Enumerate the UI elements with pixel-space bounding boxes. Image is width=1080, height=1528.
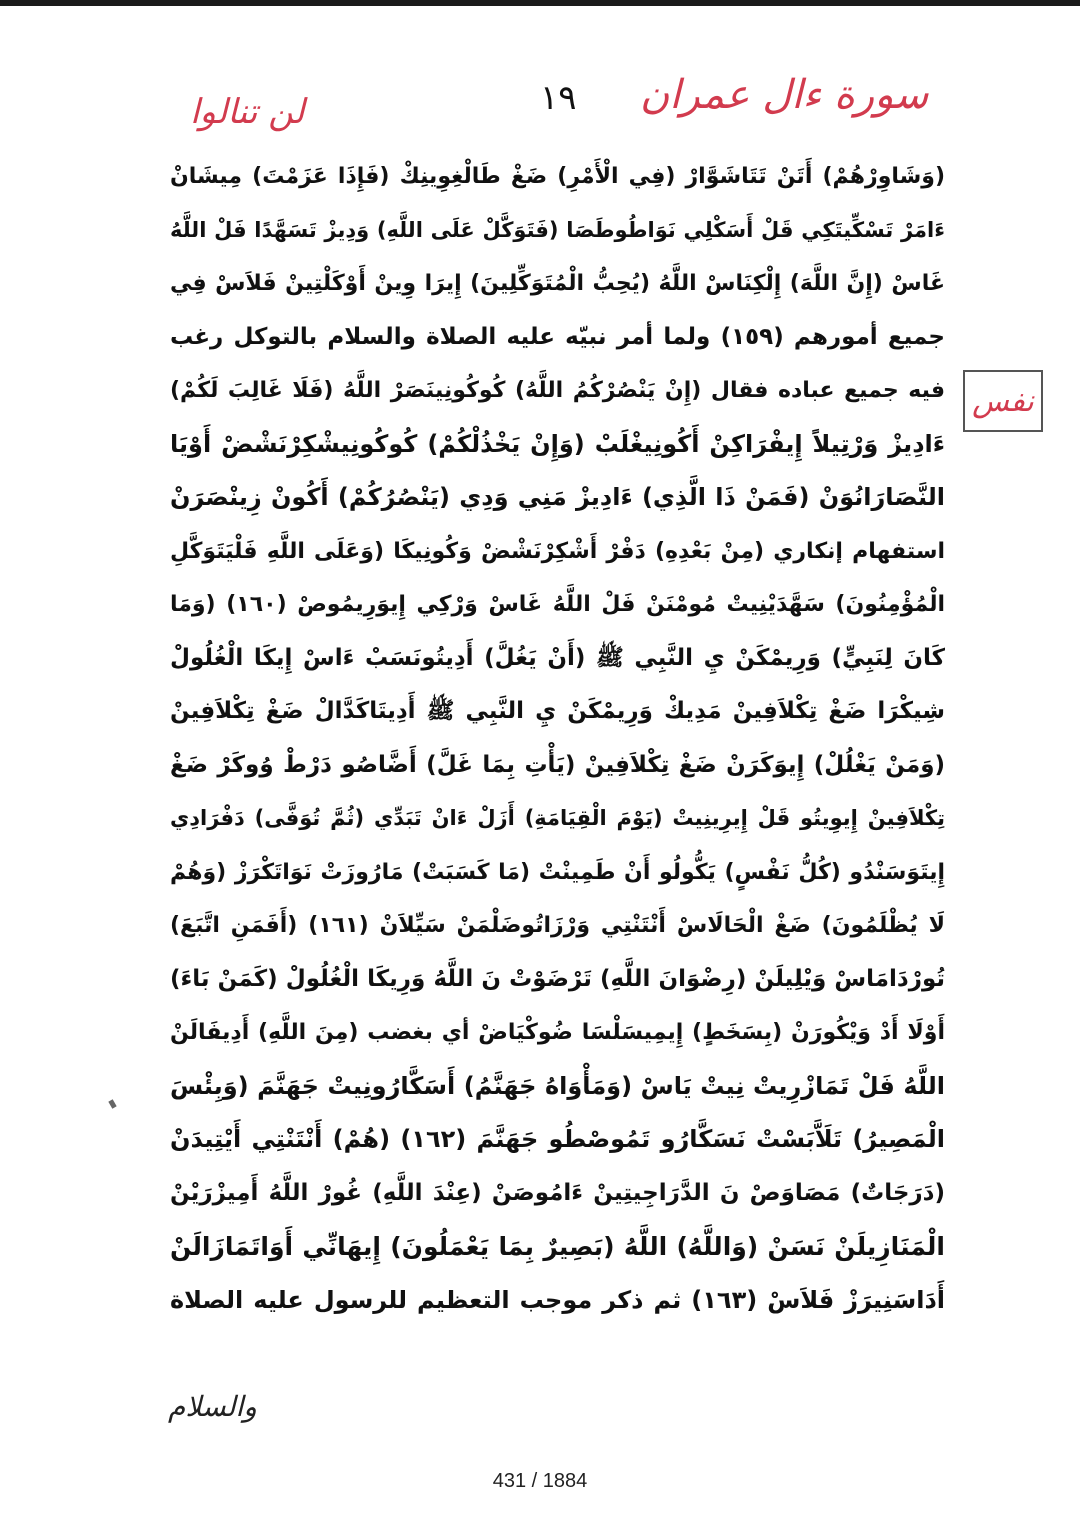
body-text — [170, 150, 945, 1327]
top-border-line — [0, 0, 1080, 6]
text-line: الْمُؤْمِنُونَ) سَهَّدَيْنِيتْ مُومْنَنْ فَلْ اللَّهُ غَاسْ وَرْكِي إِيوَرِيمُوصْ (١٦٠) (وَمَا — [170, 592, 945, 617]
text-line: أَوْلَا أَدْ وَيْكُورَنْ (بِسَخَطٍ) إِيمِيسَلْسَا ضُوكْيَاضْ أي بغضب (مِنَ اللَّهِ) أَدِيفَالَنْ — [170, 1020, 945, 1045]
text-line: (دَرَجَاتٌ) مَصَاوَصْ نَ الدَّرَاجِيتِينْ ءَامُوصَنْ (عِنْدَ اللَّهِ) غُورْ اللَّهُ أَمِيزْرَيْنْ — [170, 1179, 945, 1206]
text-line: ءَادِيزْ وَرْتِيلاً إِيفْرَاكِنْ أَكُونِيغْلَبْ (وَإِنْ يَخْذُلْكُمْ) كُوكُونِيشْكِرْنَشْضْ أَوْيَا — [170, 429, 945, 458]
text-line: أَدَاسَنِيرَزْ فَلاَسْ (١٦٣) ثم ذكر موجب التعظيم للرسول عليه الصلاة — [170, 1285, 945, 1314]
continuation-note: والسلام — [168, 1390, 257, 1423]
text-line: ءَامَرْ تَسْكِّيتَكِي قَلْ أَسَكْلِي نَوَاطُوطَصَا (فَتَوَكَّلْ عَلَى اللَّهِ) وَدِيزْ تَسَهَّدًا فَلْ اللَّهُ — [170, 217, 945, 242]
text-line: (وَشَاوِرْهُمْ) أَتَنْ تَتَاشَوَّارْ (فِي الْأَمْرِ) ضَغْ طَالْغِوِينِكْ (فَإِذَا عَزَمْتَ) مِيشَانْ — [170, 164, 945, 189]
text-line: استفهام إنكاري (مِنْ بَعْدِهِ) دَفْرْ أَشْكِرْنَشْضْ وَكُونِيكَا (وَعَلَى اللَّهِ فَلْيَتَوَكَّلِ — [170, 538, 945, 564]
text-line: فيه جميع عباده فقال (إِنْ يَنْصُرْكُمُ اللَّهُ) كُوكُونِينَصَرْ اللَّهُ (فَلَا غَالِبَ لَكُمْ) — [170, 378, 945, 403]
text-line: غَاسْ (إِنَّ اللَّهَ) إِلْكِنَاسْ اللَّهُ (يُحِبُّ الْمُتَوَكِّلِينَ) إِيرَا وِينْ أَوْكَلْتِينْ فَلاَسْ فِي — [170, 271, 945, 296]
text-line: لَا يُظْلَمُونَ) ضَغْ الْحَالَاسْ أَنْتَنْتِي وَرْزَاتُوضَلْمَنْ سَيِّلاَنْ (١٦١) (أَفَمَنِ اتَّبَعَ) — [170, 913, 945, 938]
text-line: تُورْدَامَاسْ وَيْلِيلَنْ (رِضْوَانَ اللَّهِ) تَرْضَوْتْ نَ اللَّهُ وَرِيكَا الْغُلُولْ (كَمَنْ بَاءَ) — [170, 965, 945, 992]
scan-speck — [108, 1099, 116, 1108]
page-counter: 431 / 1884 — [492, 1470, 588, 1492]
margin-note-box — [963, 370, 1043, 432]
text-line: شِيكْرَا ضَغْ تِكْلاَفِينْ مَدِيكْ وَرِيمْكَنْ يِ النَّبِي ﷺ أَدِيتَاكَدَّالْ ضَغْ تِكْلاَفِينْ — [170, 698, 945, 724]
text-line: اللَّهُ فَلْ تَمَازْرِيتْ نِيتْ يَاسْ (وَمَأْوَاهُ جَهَنَّمُ) أَسَكَّارُونِيتْ جَهَنَّمَ (وَبِئْسَ — [170, 1071, 945, 1100]
text-line: (وَمَنْ يَغْلُلْ) إِيوَكَرَنْ ضَغْ تِكْلاَفِينْ (يَأْتِ بِمَا غَلَّ) أَضَّاصُو دَرْطْ وُوكَرْ ضَغْ — [170, 751, 945, 778]
page-number-arabic: ١٩ — [540, 78, 577, 118]
text-line: تِكْلاَفِينْ إِيوِيتُو قَلْ إِيرِينِيتْ (يَوْمَ الْقِيَامَةِ) أَزَلْ ءَانْ تَبَدِّي (ثُمَّ تُوَفَّى) دَفْرَادِي — [170, 806, 945, 830]
margin-note: نفس — [972, 383, 1034, 419]
surah-title: سورة ءال عمران — [640, 72, 929, 118]
text-line: الْمَنَازِيلَنْ نَسَنْ (وَاللَّهُ) اللَّهُ (بَصِيرٌ بِمَا يَعْمَلُونَ) إِيهَانِّي أَوَاتَمَازَالَنْ — [170, 1232, 945, 1261]
text-line: النَّصَارَانُوَنْ (فَمَنْ ذَا الَّذِي) ءَادِيزْ مَنِي وَدِي (يَنْصُرُكُمْ) أَكُونْ زِينْصَرَنْ — [170, 483, 945, 511]
text-line: جميع أمورهم (١٥٩) ولما أمر نبيّه عليه الصلاة والسلام بالتوكل رغب — [170, 323, 945, 350]
text-line: إِيتَوَسَنْدُو (كُلُّ نَفْسٍ) يَكُّولُو أَنْ طَمِينْتْ (مَا كَسَبَتْ) مَارُوزَتْ نَوَاتَكْرَزْ (وَهُمْ — [170, 859, 945, 885]
text-line: الْمَصِيرُ) تَلَاَّبَسْتْ نَسَكَّارُو تَمُوصْطُو جَهَنَّمَ (١٦٢) (هُمْ) أَنْتَنْتِي أَيْتِيدَنْ — [170, 1125, 945, 1153]
juz-note: لن تنالوا — [190, 92, 305, 132]
text-line: كَانَ لِنَبِيٍّ) وَرِيمْكَنْ يِ النَّبِي ﷺ (أَنْ يَغُلَّ) أَدِيتُونَسَبْ ءَاسْ إِيكَا الْغُلُولْ — [170, 644, 945, 671]
